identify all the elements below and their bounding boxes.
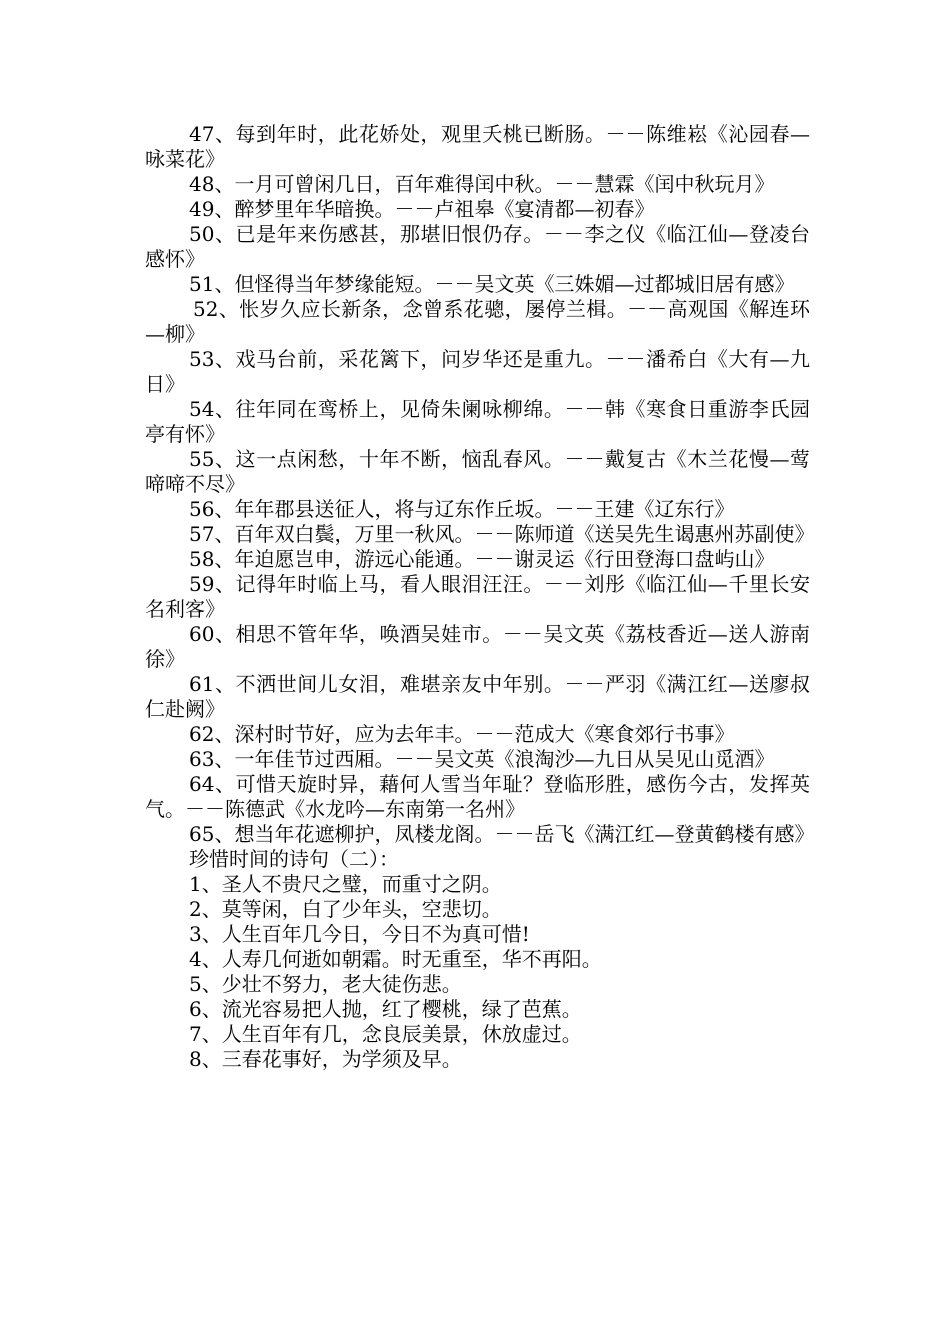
verse-item-5: 5、少壮不努力，老大徒伤悲。 bbox=[189, 972, 462, 996]
poem-line-64: 64、可惜天旋时异，藉何人雪当年耻？登临形胜，感伤今古，发挥英气。－－陈德武《水龙吟—东南第一名州》 bbox=[145, 772, 810, 821]
poem-line-51: 51、但怪得当年梦缘能短。－－吴文英《三姝媚—过都城旧居有感》 bbox=[189, 272, 795, 296]
verse-item-6: 6、流光容易把人抛，红了樱桃，绿了芭蕉。 bbox=[189, 997, 582, 1021]
poem-line-65: 65、想当年花遮柳护，凤楼龙阁。－－岳飞《满江红—登黄鹤楼有感》 bbox=[189, 822, 815, 846]
poem-line-57: 57、百年双白鬓，万里一秋风。－－陈师道《送吴先生谒惠州苏副使》 bbox=[189, 522, 815, 546]
poem-line-58: 58、年迫愿岂申，游远心能通。－－谢灵运《行田登海口盘屿山》 bbox=[189, 547, 775, 571]
poem-line-59: 59、记得年时临上马，看人眼泪汪汪。－－刘彤《临江仙—千里长安名利客》 bbox=[145, 572, 810, 621]
verse-item-1: 1、圣人不贵尺之璧，而重寸之阴。 bbox=[189, 872, 502, 896]
poem-line-47: 47、每到年时，此花娇处，观里夭桃已断肠。－－陈维崧《沁园春—咏菜花》 bbox=[145, 122, 810, 171]
poem-line-60: 60、相思不管年华，唤酒吴娃市。－－吴文英《荔枝香近—送人游南徐》 bbox=[145, 622, 810, 671]
verse-item-4: 4、人寿几何逝如朝霜。时无重至，华不再阳。 bbox=[189, 947, 602, 971]
poem-line-53: 53、戏马台前，采花篱下，问岁华还是重九。－－潘希白《大有—九日》 bbox=[145, 347, 810, 396]
poem-line-63: 63、一年佳节过西厢。－－吴文英《浪淘沙—九日从吴见山觅酒》 bbox=[189, 747, 775, 771]
verse-item-2: 2、莫等闲，白了少年头，空悲切。 bbox=[189, 897, 502, 921]
poem-line-61: 61、不洒世间儿女泪，难堪亲友中年别。－－严羽《满江红—送廖叔仁赴阙》 bbox=[145, 672, 810, 721]
poem-line-52: 52、怅岁久应长新条，念曾系花骢，屡停兰楫。－－高观国《解连环—柳》 bbox=[145, 297, 810, 346]
verse-item-8: 8、三春花事好，为学须及早。 bbox=[189, 1047, 462, 1071]
verse-item-3: 3、人生百年几今日，今日不为真可惜! bbox=[189, 922, 530, 946]
poem-line-49: 49、醉梦里年华暗换。－－卢祖皋《宴清都—初春》 bbox=[189, 197, 655, 221]
poem-line-55: 55、这一点闲愁，十年不断，恼乱春风。－－戴复古《木兰花慢—莺啼啼不尽》 bbox=[145, 447, 810, 496]
poem-line-62: 62、深村时节好，应为去年丰。－－范成大《寒食郊行书事》 bbox=[189, 722, 735, 746]
poem-line-56: 56、年年郡县送征人，将与辽东作丘坂。－－王建《辽东行》 bbox=[189, 497, 735, 521]
poem-line-50: 50、已是年来伤感甚，那堪旧恨仍存。－－李之仪《临江仙—登凌台感怀》 bbox=[145, 222, 810, 271]
poem-line-48: 48、一月可曾闲几日，百年难得闰中秋。－－慧霖《闰中秋玩月》 bbox=[189, 172, 775, 196]
poem-line-54: 54、往年同在鸾桥上，见倚朱阑咏柳绵。－－韩《寒食日重游李氏园亭有怀》 bbox=[145, 397, 810, 446]
document-body bbox=[145, 122, 815, 1072]
verse-item-7: 7、人生百年有几，念良辰美景，休放虚过。 bbox=[189, 1022, 582, 1046]
section-heading: 珍惜时间的诗句（二）： bbox=[189, 847, 399, 871]
